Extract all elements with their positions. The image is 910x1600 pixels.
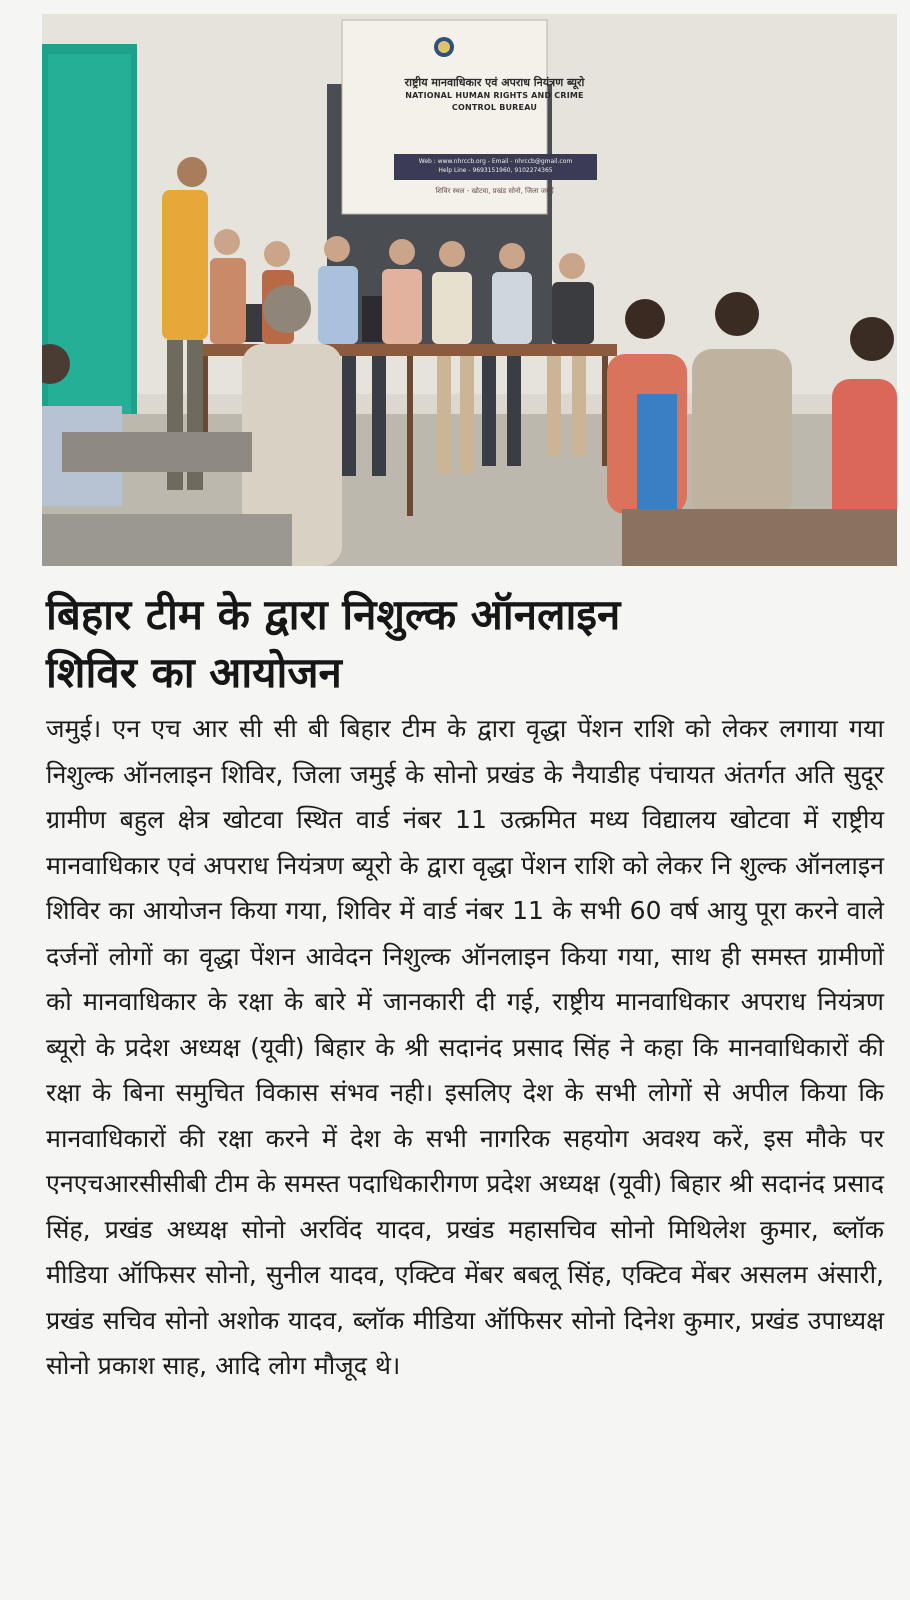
banner-footer: शिविर स्थल - खोटवा, प्रखंड सोनो, जिला जमुई [435,187,554,195]
headline-line-1: बिहार टीम के द्वारा निशुल्क ऑनलाइन [46,590,621,639]
headline-line-2: शिविर का आयोजन [46,648,342,697]
headline [46,586,886,702]
article-body: जमुई। एन एच आर सी सी बी बिहार टीम के द्वारा वृद्धा पेंशन राशि को लेकर लगाया गया निशुल्क ऑनलाइन शिविर, जिला जमुई के सोनो प्रखंड के नैयाडीह पंचायत अंतर्गत अति सुदूर ग्रामीण बहुल क्षेत्र खोटवा स्थित वार्ड नंबर 11 उत्क्रमित मध्य विद्यालय खोटवा में राष्ट्रीय मानवाधिकार एवं अपराध नियंत्रण ब्यूरो के द्वारा वृद्धा पेंशन राशि को लेकर नि शुल्क ऑनलाइन शिविर का आयोजन किया गया, शिविर में वार्ड नंबर 11 के सभी 60 वर्ष आयु पूरा करने वाले दर्जनों लोगों का वृद्धा पेंशन आवेदन निशुल्क ऑनलाइन किया गया, साथ ही समस्त ग्रामीणों को मानवाधिकार के रक्षा के बारे में जानकारी दी गई, राष्ट्रीय मानवाधिकार अपराध नियंत्रण ब्यूरो के प्रदेश अध्यक्ष (यूवी) बिहार के श्री सदानंद प्रसाद सिंह ने कहा कि मानवाधिकारों की रक्षा के बिना समुचित विकास संभव नही। इसलिए देश के सभी लोगों से अपील किया कि मानवाधिकारों की रक्षा करने में देश के सभी नागरिक सहयोग अवश्य करें, इस मौके पर एनएचआरसीसीबी टीम के समस्त पदाधिकारीगण प्रदेश अध्यक्ष (यूवी) बिहार श्री सदानंद प्रसाद सिंह, प्रखंड अध्यक्ष सोनो अरविंद यादव, प्रखंड महासचिव सोनो मिथिलेश कुमार, ब्लॉक मीडिया ऑफिसर सोनो, सुनील यादव, एक्टिव मेंबर बबलू सिंह, एक्टिव मेंबर असलम अंसारी, प्रखंड सचिव सोनो अशोक यादव, ब्लॉक मीडिया ऑफिसर सोनो दिनेश कुमार, प्रखंड उपाध्यक्ष सोनो प्रकाश साह, आदि लोग मौजूद थे। [46,714,884,1380]
banner-title-english: NATIONAL HUMAN RIGHTS AND CRIME CONTROL BUREAU [405,91,584,112]
news-photo [42,14,897,566]
banner-helpline: Help Line - 9693151960, 9102274365 [438,167,553,174]
banner-web-email: Web : www.nhrccb.org - Email - nhrccb@gmail.com [418,158,573,165]
banner-contact-strip [394,154,597,180]
banner [397,76,592,114]
banner-title-hindi: राष्ट्रीय मानवाधिकार एवं अपराध नियंत्रण ब्यूरो [404,76,585,89]
